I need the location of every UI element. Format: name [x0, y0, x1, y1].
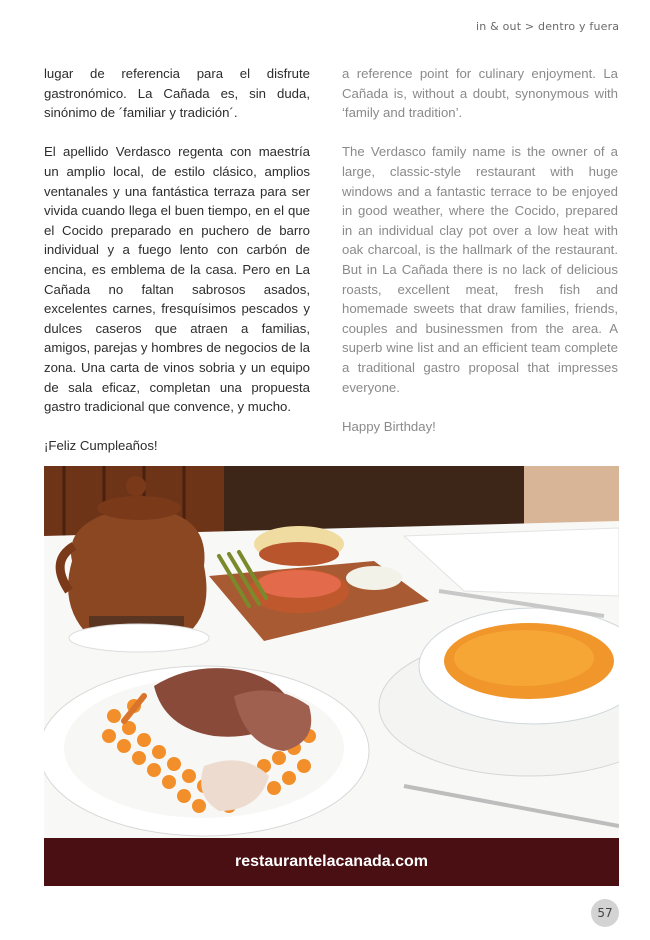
page-number-badge — [591, 899, 619, 927]
section-title: in & out > dentro y fuera — [476, 20, 620, 33]
spanish-paragraph-3: ¡Feliz Cumpleaños! — [44, 438, 158, 454]
english-text-column — [342, 64, 618, 456]
spanish-paragraph-2: El apellido Verdasco regenta con maestría un amplio local, de estilo clásico, amplios ventanales y una fantástica terraza para ser vivida cuando llega el buen tiempo, en el que el Cocido preparado en puchero de barro individual y a fuego lento con carbón de encina, es emblema de la casa. Pero en La Cañada no faltan sabrosos asados, excelentes carnes, fresquísimos pescados y dulces caseros que atraen a familias, amigos, parejas y hombres de negocios de la zona. Una carta de vinos sobria y un equipo de sala eficaz, completan una propuesta gastro tradicional que convence, y mucho. — [44, 144, 310, 415]
english-paragraph-3: Happy Birthday! — [342, 418, 436, 434]
spanish-text-column — [44, 64, 310, 475]
english-paragraph-1: a reference point for culinary enjoyment. La Cañada is, without a doubt, synonymous with ‘family and tradition’. — [342, 66, 618, 121]
english-paragraph-2: The Verdasco family name is the owner of a large, classic-style restaurant with huge windows and a fantastic terrace to be enjoyed in good weather, where the Cocido, prepared in an individual clay pot over a low heat with oak charcoal, is the hallmark of the restaurant. But in La Cañada there is no lack of delicious roasts, excellent meat, fresh fish and homemade sweets that draw families, friends, couples and businessmen from the area. A superb wine list and an efficient team complete a traditional gastro proposal that impresses everyone. — [342, 144, 618, 395]
section-header — [476, 20, 619, 33]
website-banner — [44, 838, 619, 886]
page-number: 57 — [597, 906, 613, 920]
website-url-link[interactable]: restaurantelacanada.com — [235, 853, 428, 870]
restaurant-food-photo — [44, 466, 619, 838]
spanish-paragraph-1: lugar de referencia para el disfrute gastronómico. La Cañada es, sin duda, sinónimo de ´familiar y tradición´. — [44, 66, 310, 121]
